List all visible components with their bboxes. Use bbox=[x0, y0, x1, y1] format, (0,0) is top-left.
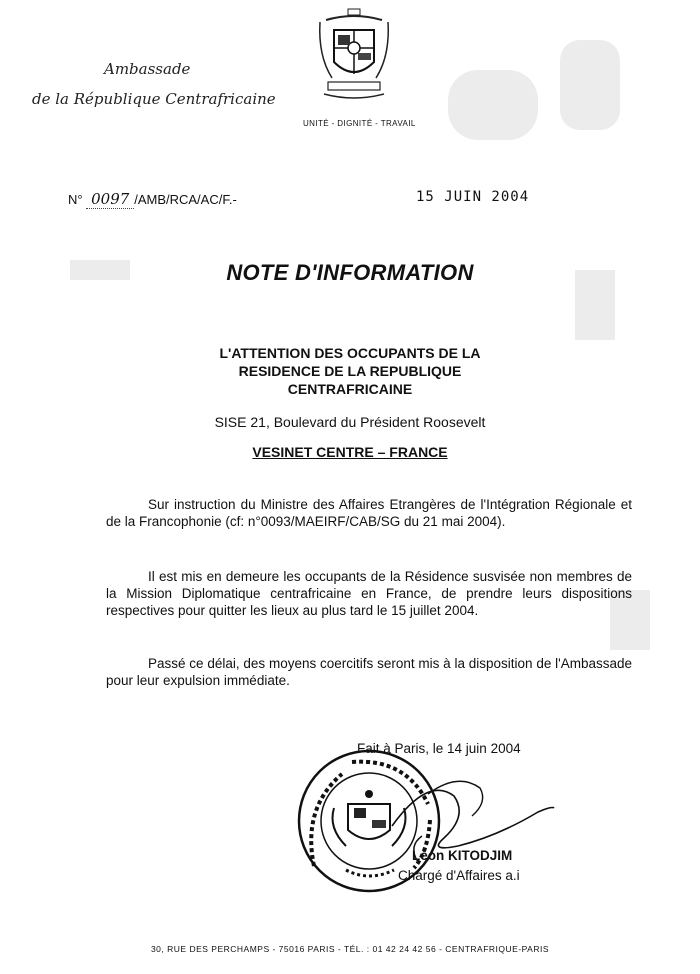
scan-speck bbox=[560, 40, 620, 130]
scan-speck bbox=[448, 70, 538, 140]
reference-prefix: N° bbox=[68, 192, 83, 207]
body-paragraph: Il est mis en demeure les occupants de la Résidence susvisée non membres de la Mission Diplomatique centrafricaine en France, de prendre leurs dispositions respectives pour quitter les lieux au plus tard le 15 juillet 2004. bbox=[106, 569, 632, 618]
national-motto: UNITÉ - DIGNITÉ - TRAVAIL bbox=[303, 119, 416, 128]
date-stamp: 15 JUIN 2004 bbox=[416, 189, 530, 205]
attention-line: RESIDENCE DE LA REPUBLIQUE bbox=[238, 363, 462, 379]
attention-line: CENTRAFRICAINE bbox=[287, 381, 413, 397]
body-paragraph: Sur instruction du Ministre des Affaires Etrangères de l'Intégration Régionale et de la Francophonie (cf: n°0093/MAEIRF/CAB/SG du 21 mai 2004). bbox=[106, 497, 632, 529]
signer-name: Léon KITODJIM bbox=[412, 848, 513, 863]
document-title: NOTE D'INFORMATION bbox=[226, 260, 474, 285]
coat-of-arms-emblem bbox=[316, 8, 392, 100]
place-and-date: Fait à Paris, le 14 juin 2004 bbox=[357, 741, 521, 756]
residence-city: VESINET CENTRE – FRANCE bbox=[252, 444, 448, 460]
body-paragraph: Passé ce délai, des moyens coercitifs seront mis à la disposition de l'Ambassade pour leur expulsion immédiate. bbox=[106, 656, 632, 688]
embassy-name-line2: de la République Centrafricaine bbox=[32, 90, 276, 108]
embassy-name-line1: Ambassade bbox=[104, 60, 191, 78]
reference-number: 0097 bbox=[86, 190, 134, 209]
footer-address: 30, RUE DES PERCHAMPS - 75016 PARIS - TÉL. : 01 42 24 42 56 - CENTRAFRIQUE-PARIS bbox=[150, 944, 550, 954]
reference-line bbox=[68, 190, 237, 209]
residence-address: SISE 21, Boulevard du Président Roosevelt bbox=[214, 414, 486, 430]
signer-title: Chargé d'Affaires a.i bbox=[398, 868, 520, 883]
attention-block bbox=[150, 344, 550, 398]
reference-suffix: /AMB/RCA/AC/F.- bbox=[134, 192, 237, 207]
attention-line: L'ATTENTION DES OCCUPANTS DE LA bbox=[219, 345, 481, 361]
